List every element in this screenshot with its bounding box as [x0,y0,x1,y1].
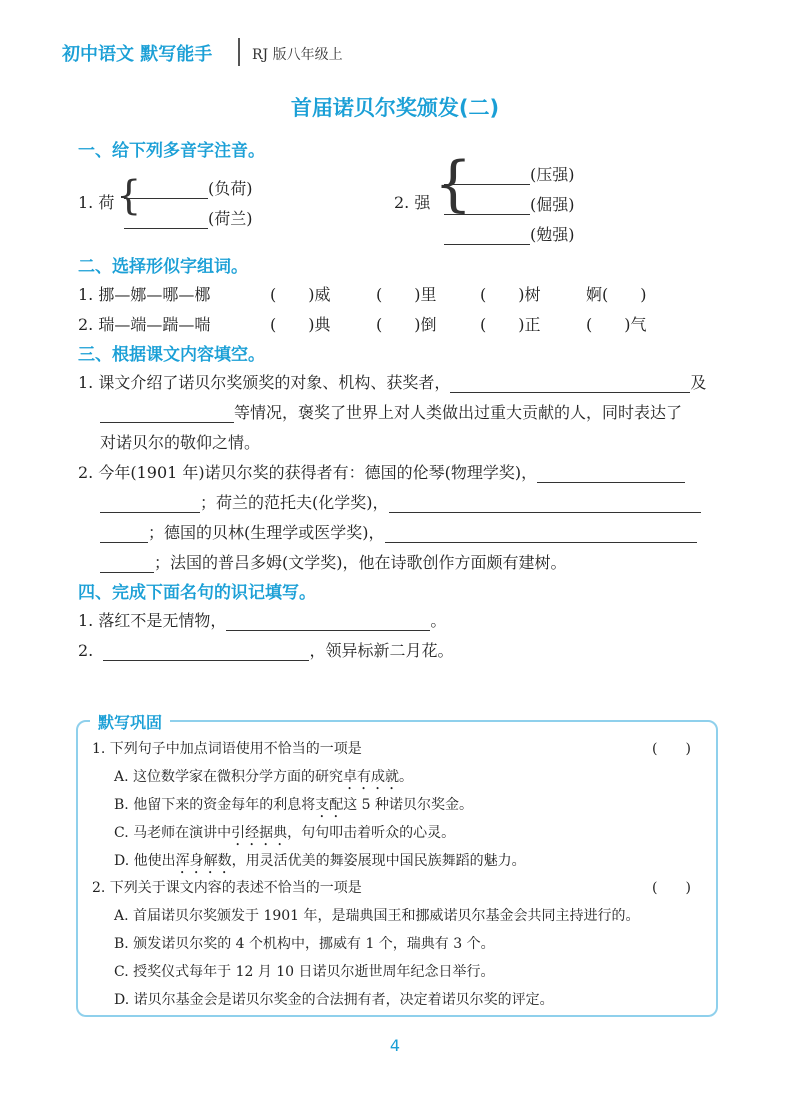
row-2-word-3[interactable]: ( )正 [480,315,541,334]
row-2-word-2[interactable]: ( )倒 [376,315,437,334]
row-1-word-2[interactable]: ( )里 [376,285,437,304]
row-1-word-1[interactable]: ( )威 [270,285,331,304]
answer-blank[interactable] [385,524,697,543]
answer-blank[interactable] [444,226,530,245]
row-1-chars: 1. 挪—娜—哪—梛 [78,285,211,304]
page-number: 4 [389,1036,401,1055]
answer-blank[interactable] [444,196,530,215]
s3-q1-line-2: 等情况，褒奖了世界上对人类做出过重大贡献的人，同时表达了 [100,400,682,423]
review-q1-option-c[interactable]: C. 马老师在演讲中引经据典，句句叩击着听众的心灵。 [114,825,456,841]
review-box-title: 默写巩固 [90,710,170,733]
header-divider [238,38,240,66]
answer-blank[interactable] [100,554,154,573]
review-q2-option-b[interactable]: B. 颁发诺贝尔奖的 4 个机构中，挪威有 1 个，瑞典有 3 个。 [114,936,495,952]
brace-icon: { [434,149,473,219]
row-2-word-1[interactable]: ( )典 [270,315,331,334]
row-2-word-4[interactable]: ( )气 [586,315,647,334]
item-2-c: (勉强) [444,222,575,245]
s3-q2-line-1: 2. 今年(1901 年)诺贝尔奖的获得者有：德国的伦琴(物理学奖)， [78,460,685,483]
answer-blank[interactable] [226,612,430,631]
item-2-label: 2. 强 [394,193,431,212]
answer-blank[interactable] [103,642,309,661]
review-q1-option-a[interactable]: A. 这位数学家在微积分学方面的研究卓有成就。 [114,769,414,785]
answer-blank[interactable] [124,180,208,199]
section-1-heading: 一、给下列多音字注音。 [78,141,265,161]
review-q2-option-a[interactable]: A. 首届诺贝尔奖颁发于 1901 年，是瑞典国王和挪威诺贝尔基金会共同主持进行的。 [114,908,640,924]
answer-blank[interactable] [100,404,234,423]
row-2-chars: 2. 瑞—端—踹—喘 [78,315,211,334]
review-q1-option-d[interactable]: D. 他使出浑身解数，用灵活优美的舞姿展现中国民族舞蹈的魅力。 [114,853,526,869]
review-q1-stem: 1. 下列句子中加点词语使用不恰当的一项是 [92,741,362,757]
s3-q2-line-2: ；荷兰的范托夫(化学奖)， [100,490,701,513]
review-q1-option-b[interactable]: B. 他留下来的资金每年的利息将支配这 5 种诺贝尔奖金。 [114,797,474,813]
page-title: 首届诺贝尔奖颁发(二) [290,96,500,120]
answer-blank[interactable] [124,210,208,229]
review-q2-answer[interactable]: ( ) [652,880,691,896]
section-4-heading: 四、完成下面名句的识记填写。 [78,583,316,603]
series-title: 初中语文 默写能手 [62,44,213,65]
review-q1-answer[interactable]: ( ) [652,741,691,757]
answer-blank[interactable] [389,494,701,513]
brace-icon: { [116,173,142,219]
item-1-b: (荷兰) [124,206,253,229]
answer-blank[interactable] [444,166,530,185]
answer-blank[interactable] [100,524,148,543]
edition-label: RJ 版八年级上 [252,47,343,63]
section-3-heading: 三、根据课文内容填空。 [78,345,265,365]
row-1-word-4[interactable]: 婀( ) [586,285,647,304]
row-1-word-3[interactable]: ( )树 [480,285,541,304]
review-q2-stem: 2. 下列关于课文内容的表述不恰当的一项是 [92,880,362,896]
review-q2-option-c[interactable]: C. 授奖仪式每年于 12 月 10 日诺贝尔逝世周年纪念日举行。 [114,964,495,980]
s3-q2-line-4: ；法国的普吕多姆(文学奖)，他在诗歌创作方面颇有建树。 [100,550,567,573]
item-1-label: 1. 荷 [78,193,115,212]
s3-q2-line-3: ；德国的贝林(生理学或医学奖)， [100,520,697,543]
item-1-a: (负荷) [124,176,253,199]
review-q2-option-d[interactable]: D. 诺贝尔基金会是诺贝尔奖金的合法拥有者，决定着诺贝尔奖的评定。 [114,992,554,1008]
answer-blank[interactable] [537,464,685,483]
s4-q1: 1. 落红不是无情物， 。 [78,611,447,630]
item-2-a: (压强) [444,162,575,185]
s3-q1-line-1: 1. 课文介绍了诺贝尔奖颁奖的对象、机构、获奖者， 及 [78,373,707,392]
item-2-b: (倔强) [444,192,575,215]
s3-q1-line-3: 对诺贝尔的敬仰之情。 [100,433,261,452]
s4-q2: 2. ，领异标新二月花。 [78,641,454,660]
answer-blank[interactable] [450,374,690,393]
section-2-heading: 二、选择形似字组词。 [78,257,248,277]
answer-blank[interactable] [100,494,200,513]
